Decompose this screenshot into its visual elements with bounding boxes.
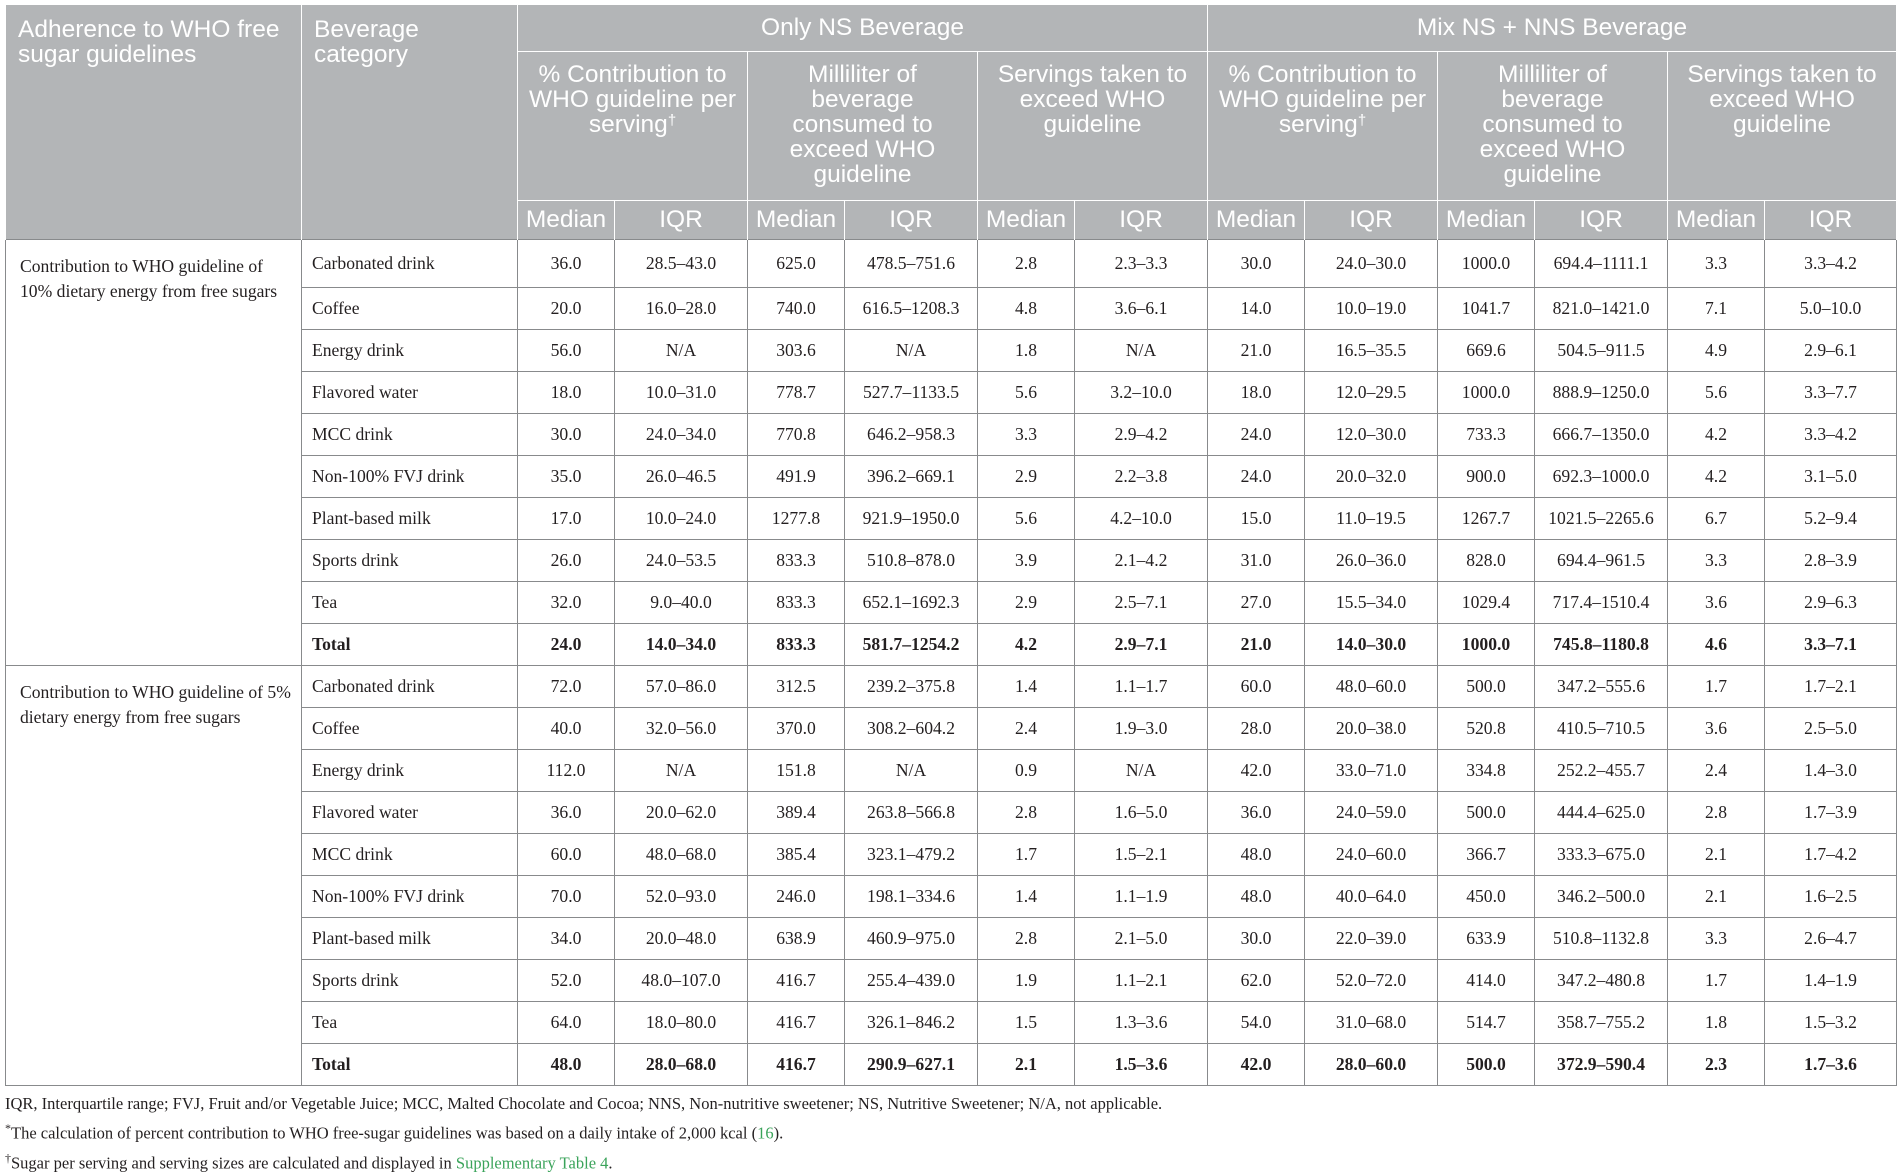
iqr-cell: 581.7–1254.2 [845, 623, 978, 665]
median-cell: 36.0 [518, 239, 615, 287]
section-label: Contribution to WHO guideline of 10% dietary energy from free sugars [6, 239, 302, 665]
iqr-cell: 239.2–375.8 [845, 665, 978, 707]
median-cell: 500.0 [1438, 1043, 1535, 1085]
beverage-category-cell: Plant-based milk [302, 917, 518, 959]
median-cell: 4.2 [978, 623, 1075, 665]
header-iqr: IQR [1305, 200, 1438, 239]
iqr-cell: 652.1–1692.3 [845, 581, 978, 623]
median-cell: 3.9 [978, 539, 1075, 581]
median-cell: 56.0 [518, 329, 615, 371]
iqr-cell: 2.1–4.2 [1075, 539, 1208, 581]
iqr-cell: 333.3–675.0 [1535, 833, 1668, 875]
iqr-cell: 1.9–3.0 [1075, 707, 1208, 749]
median-cell: 21.0 [1208, 623, 1305, 665]
median-cell: 1.8 [978, 329, 1075, 371]
iqr-cell: 1021.5–2265.6 [1535, 497, 1668, 539]
median-cell: 3.3 [1668, 917, 1765, 959]
iqr-cell: 2.5–5.0 [1765, 707, 1897, 749]
iqr-cell: 694.4–961.5 [1535, 539, 1668, 581]
iqr-cell: N/A [615, 749, 748, 791]
median-cell: 514.7 [1438, 1001, 1535, 1043]
iqr-cell: 717.4–1510.4 [1535, 581, 1668, 623]
median-cell: 72.0 [518, 665, 615, 707]
median-cell: 414.0 [1438, 959, 1535, 1001]
median-cell: 18.0 [1208, 371, 1305, 413]
iqr-cell: 3.2–10.0 [1075, 371, 1208, 413]
header-iqr: IQR [1535, 200, 1668, 239]
median-cell: 334.8 [1438, 749, 1535, 791]
median-cell: 1000.0 [1438, 239, 1535, 287]
median-cell: 1277.8 [748, 497, 845, 539]
iqr-cell: 460.9–975.0 [845, 917, 978, 959]
median-cell: 2.1 [1668, 833, 1765, 875]
median-cell: 32.0 [518, 581, 615, 623]
header-adherence: Adherence to WHO free sugar guidelines [6, 5, 302, 239]
iqr-cell: 26.0–46.5 [615, 455, 748, 497]
median-cell: 4.2 [1668, 455, 1765, 497]
median-cell: 778.7 [748, 371, 845, 413]
header-beverage-category: Beverage category [302, 5, 518, 239]
median-cell: 54.0 [1208, 1001, 1305, 1043]
table-row [6, 239, 1897, 287]
median-cell: 36.0 [1208, 791, 1305, 833]
header-iqr: IQR [615, 200, 748, 239]
iqr-cell: 20.0–48.0 [615, 917, 748, 959]
median-cell: 4.6 [1668, 623, 1765, 665]
header-iqr: IQR [845, 200, 978, 239]
iqr-cell: 358.7–755.2 [1535, 1001, 1668, 1043]
median-cell: 1.7 [1668, 665, 1765, 707]
iqr-cell: 2.8–3.9 [1765, 539, 1897, 581]
median-cell: 4.2 [1668, 413, 1765, 455]
iqr-cell: 821.0–1421.0 [1535, 287, 1668, 329]
iqr-cell: 1.3–3.6 [1075, 1001, 1208, 1043]
iqr-cell: 48.0–68.0 [615, 833, 748, 875]
iqr-cell: 10.0–19.0 [1305, 287, 1438, 329]
median-cell: 151.8 [748, 749, 845, 791]
median-cell: 450.0 [1438, 875, 1535, 917]
median-cell: 26.0 [518, 539, 615, 581]
median-cell: 42.0 [1208, 749, 1305, 791]
median-cell: 633.9 [1438, 917, 1535, 959]
header-median: Median [1208, 200, 1305, 239]
iqr-cell: 308.2–604.2 [845, 707, 978, 749]
median-cell: 669.6 [1438, 329, 1535, 371]
iqr-cell: 1.7–3.6 [1765, 1043, 1897, 1085]
iqr-cell: 2.9–6.3 [1765, 581, 1897, 623]
beverage-category-cell: Tea [302, 581, 518, 623]
median-cell: 491.9 [748, 455, 845, 497]
beverage-category-cell: Sports drink [302, 959, 518, 1001]
iqr-cell: 24.0–34.0 [615, 413, 748, 455]
iqr-cell: 666.7–1350.0 [1535, 413, 1668, 455]
median-cell: 6.7 [1668, 497, 1765, 539]
header-median: Median [978, 200, 1075, 239]
iqr-cell: 3.1–5.0 [1765, 455, 1897, 497]
beverage-category-cell: Energy drink [302, 329, 518, 371]
median-cell: 1029.4 [1438, 581, 1535, 623]
iqr-cell: 646.2–958.3 [845, 413, 978, 455]
table-body [6, 239, 1897, 1085]
median-cell: 366.7 [1438, 833, 1535, 875]
median-cell: 28.0 [1208, 707, 1305, 749]
median-cell: 1000.0 [1438, 371, 1535, 413]
median-cell: 34.0 [518, 917, 615, 959]
iqr-cell: 52.0–72.0 [1305, 959, 1438, 1001]
iqr-cell: 616.5–1208.3 [845, 287, 978, 329]
iqr-cell: 11.0–19.5 [1305, 497, 1438, 539]
median-cell: 2.8 [978, 791, 1075, 833]
iqr-cell: N/A [845, 749, 978, 791]
median-cell: 2.9 [978, 455, 1075, 497]
iqr-cell: 18.0–80.0 [615, 1001, 748, 1043]
median-cell: 70.0 [518, 875, 615, 917]
median-cell: 1.7 [1668, 959, 1765, 1001]
median-cell: 1267.7 [1438, 497, 1535, 539]
iqr-cell: 263.8–566.8 [845, 791, 978, 833]
median-cell: 0.9 [978, 749, 1075, 791]
median-cell: 21.0 [1208, 329, 1305, 371]
median-cell: 416.7 [748, 1001, 845, 1043]
median-cell: 40.0 [518, 707, 615, 749]
median-cell: 27.0 [1208, 581, 1305, 623]
beverage-category-cell: Tea [302, 1001, 518, 1043]
median-cell: 3.6 [1668, 707, 1765, 749]
iqr-cell: 692.3–1000.0 [1535, 455, 1668, 497]
median-cell: 7.1 [1668, 287, 1765, 329]
iqr-cell: 527.7–1133.5 [845, 371, 978, 413]
iqr-cell: 24.0–53.5 [615, 539, 748, 581]
iqr-cell: N/A [845, 329, 978, 371]
header-iqr: IQR [1075, 200, 1208, 239]
median-cell: 370.0 [748, 707, 845, 749]
iqr-cell: 4.2–10.0 [1075, 497, 1208, 539]
median-cell: 2.4 [978, 707, 1075, 749]
iqr-cell: 347.2–480.8 [1535, 959, 1668, 1001]
median-cell: 303.6 [748, 329, 845, 371]
iqr-cell: 346.2–500.0 [1535, 875, 1668, 917]
iqr-cell: 504.5–911.5 [1535, 329, 1668, 371]
median-cell: 36.0 [518, 791, 615, 833]
iqr-cell: 888.9–1250.0 [1535, 371, 1668, 413]
iqr-cell: 255.4–439.0 [845, 959, 978, 1001]
median-cell: 31.0 [1208, 539, 1305, 581]
median-cell: 2.1 [1668, 875, 1765, 917]
median-cell: 24.0 [1208, 413, 1305, 455]
iqr-cell: 1.5–2.1 [1075, 833, 1208, 875]
median-cell: 1.8 [1668, 1001, 1765, 1043]
median-cell: 60.0 [518, 833, 615, 875]
median-cell: 64.0 [518, 1001, 615, 1043]
footnote-1: *The calculation of percent contribution to WHO free-sugar guidelines was based on a daily intake of 2,000 kcal (16). [5, 1116, 1895, 1146]
reference-link[interactable]: 16 [757, 1124, 774, 1143]
median-cell: 4.8 [978, 287, 1075, 329]
beverage-category-cell: Energy drink [302, 749, 518, 791]
median-cell: 500.0 [1438, 665, 1535, 707]
iqr-cell: N/A [615, 329, 748, 371]
median-cell: 1.7 [978, 833, 1075, 875]
median-cell: 2.9 [978, 581, 1075, 623]
iqr-cell: 57.0–86.0 [615, 665, 748, 707]
iqr-cell: 1.5–3.2 [1765, 1001, 1897, 1043]
iqr-cell: 31.0–68.0 [1305, 1001, 1438, 1043]
median-cell: 42.0 [1208, 1043, 1305, 1085]
median-cell: 1000.0 [1438, 623, 1535, 665]
iqr-cell: 3.3–7.7 [1765, 371, 1897, 413]
iqr-cell: 1.1–1.7 [1075, 665, 1208, 707]
median-cell: 30.0 [1208, 239, 1305, 287]
median-cell: 17.0 [518, 497, 615, 539]
median-cell: 24.0 [518, 623, 615, 665]
iqr-cell: 290.9–627.1 [845, 1043, 978, 1085]
median-cell: 385.4 [748, 833, 845, 875]
iqr-cell: 3.3–7.1 [1765, 623, 1897, 665]
results-table [5, 5, 1897, 1086]
header-group-mix: Mix NS + NNS Beverage [1208, 5, 1897, 51]
median-cell: 500.0 [1438, 791, 1535, 833]
median-cell: 24.0 [1208, 455, 1305, 497]
median-cell: 833.3 [748, 581, 845, 623]
iqr-cell: 444.4–625.0 [1535, 791, 1668, 833]
iqr-cell: 510.8–878.0 [845, 539, 978, 581]
iqr-cell: 921.9–1950.0 [845, 497, 978, 539]
median-cell: 625.0 [748, 239, 845, 287]
footnote-abbreviations: IQR, Interquartile range; FVJ, Fruit and/or Vegetable Juice; MCC, Malted Chocolate and Cocoa; NNS, Non-nutritive sweetener; NS, Nutritive Sweetener; N/A, not applicable. [5, 1092, 1895, 1116]
iqr-cell: N/A [1075, 749, 1208, 791]
beverage-category-cell: Coffee [302, 287, 518, 329]
median-cell: 3.3 [1668, 539, 1765, 581]
median-cell: 1.4 [978, 665, 1075, 707]
iqr-cell: 1.7–2.1 [1765, 665, 1897, 707]
iqr-cell: 14.0–30.0 [1305, 623, 1438, 665]
median-cell: 2.1 [978, 1043, 1075, 1085]
header-servings: Servings taken to exceed WHO guideline [1668, 51, 1897, 200]
iqr-cell: 5.2–9.4 [1765, 497, 1897, 539]
iqr-cell: N/A [1075, 329, 1208, 371]
iqr-cell: 24.0–30.0 [1305, 239, 1438, 287]
iqr-cell: 326.1–846.2 [845, 1001, 978, 1043]
beverage-category-cell: Carbonated drink [302, 239, 518, 287]
header-median: Median [518, 200, 615, 239]
beverage-category-cell: Coffee [302, 707, 518, 749]
median-cell: 828.0 [1438, 539, 1535, 581]
iqr-cell: 10.0–24.0 [615, 497, 748, 539]
iqr-cell: 1.1–1.9 [1075, 875, 1208, 917]
median-cell: 48.0 [1208, 875, 1305, 917]
header-median: Median [1668, 200, 1765, 239]
iqr-cell: 20.0–62.0 [615, 791, 748, 833]
iqr-cell: 372.9–590.4 [1535, 1043, 1668, 1085]
iqr-cell: 2.2–3.8 [1075, 455, 1208, 497]
median-cell: 246.0 [748, 875, 845, 917]
iqr-cell: 1.5–3.6 [1075, 1043, 1208, 1085]
total-label: Total [302, 623, 518, 665]
median-cell: 900.0 [1438, 455, 1535, 497]
iqr-cell: 323.1–479.2 [845, 833, 978, 875]
iqr-cell: 1.4–3.0 [1765, 749, 1897, 791]
beverage-category-cell: Flavored water [302, 371, 518, 413]
iqr-cell: 2.3–3.3 [1075, 239, 1208, 287]
median-cell: 2.8 [978, 239, 1075, 287]
results-table-container [5, 5, 1896, 1086]
iqr-cell: 52.0–93.0 [615, 875, 748, 917]
iqr-cell: 1.1–2.1 [1075, 959, 1208, 1001]
median-cell: 416.7 [748, 1043, 845, 1085]
median-cell: 3.6 [1668, 581, 1765, 623]
beverage-category-cell: MCC drink [302, 833, 518, 875]
median-cell: 52.0 [518, 959, 615, 1001]
median-cell: 5.6 [978, 371, 1075, 413]
median-cell: 30.0 [518, 413, 615, 455]
iqr-cell: 26.0–36.0 [1305, 539, 1438, 581]
iqr-cell: 2.6–4.7 [1765, 917, 1897, 959]
median-cell: 60.0 [1208, 665, 1305, 707]
iqr-cell: 16.0–28.0 [615, 287, 748, 329]
iqr-cell: 1.6–2.5 [1765, 875, 1897, 917]
median-cell: 5.6 [978, 497, 1075, 539]
iqr-cell: 3.3–4.2 [1765, 239, 1897, 287]
iqr-cell: 28.0–60.0 [1305, 1043, 1438, 1085]
median-cell: 389.4 [748, 791, 845, 833]
iqr-cell: 2.9–6.1 [1765, 329, 1897, 371]
iqr-cell: 198.1–334.6 [845, 875, 978, 917]
iqr-cell: 32.0–56.0 [615, 707, 748, 749]
beverage-category-cell: Non-100% FVJ drink [302, 875, 518, 917]
iqr-cell: 510.8–1132.8 [1535, 917, 1668, 959]
table-row [6, 665, 1897, 707]
median-cell: 48.0 [1208, 833, 1305, 875]
median-cell: 48.0 [518, 1043, 615, 1085]
median-cell: 18.0 [518, 371, 615, 413]
header-milliliter: Milliliter of beverage consumed to exceed WHO guideline [1438, 51, 1668, 200]
iqr-cell: 33.0–71.0 [1305, 749, 1438, 791]
iqr-cell: 2.1–5.0 [1075, 917, 1208, 959]
median-cell: 62.0 [1208, 959, 1305, 1001]
iqr-cell: 410.5–710.5 [1535, 707, 1668, 749]
median-cell: 2.4 [1668, 749, 1765, 791]
section-label: Contribution to WHO guideline of 5% dietary energy from free sugars [6, 665, 302, 1085]
iqr-cell: 1.6–5.0 [1075, 791, 1208, 833]
median-cell: 2.3 [1668, 1043, 1765, 1085]
beverage-category-cell: Flavored water [302, 791, 518, 833]
iqr-cell: 15.5–34.0 [1305, 581, 1438, 623]
median-cell: 520.8 [1438, 707, 1535, 749]
iqr-cell: 347.2–555.6 [1535, 665, 1668, 707]
total-label: Total [302, 1043, 518, 1085]
median-cell: 833.3 [748, 623, 845, 665]
beverage-category-cell: Plant-based milk [302, 497, 518, 539]
median-cell: 5.6 [1668, 371, 1765, 413]
iqr-cell: 28.0–68.0 [615, 1043, 748, 1085]
beverage-category-cell: Sports drink [302, 539, 518, 581]
beverage-category-cell: Carbonated drink [302, 665, 518, 707]
median-cell: 2.8 [1668, 791, 1765, 833]
median-cell: 1041.7 [1438, 287, 1535, 329]
median-cell: 35.0 [518, 455, 615, 497]
median-cell: 2.8 [978, 917, 1075, 959]
median-cell: 740.0 [748, 287, 845, 329]
median-cell: 1.4 [978, 875, 1075, 917]
header-milliliter: Milliliter of beverage consumed to exceed WHO guideline [748, 51, 978, 200]
table-header [6, 5, 1897, 239]
footnote-2: †Sugar per serving and serving sizes are calculated and displayed in Supplementary Table 4. [5, 1146, 1895, 1175]
median-cell: 30.0 [1208, 917, 1305, 959]
iqr-cell: 252.2–455.7 [1535, 749, 1668, 791]
header-median: Median [1438, 200, 1535, 239]
iqr-cell: 2.5–7.1 [1075, 581, 1208, 623]
iqr-cell: 20.0–38.0 [1305, 707, 1438, 749]
iqr-cell: 24.0–59.0 [1305, 791, 1438, 833]
median-cell: 112.0 [518, 749, 615, 791]
median-cell: 733.3 [1438, 413, 1535, 455]
median-cell: 4.9 [1668, 329, 1765, 371]
iqr-cell: 12.0–29.5 [1305, 371, 1438, 413]
header-pct-contribution: % Contribution to WHO guideline per serving† [518, 51, 748, 200]
median-cell: 1.9 [978, 959, 1075, 1001]
median-cell: 770.8 [748, 413, 845, 455]
iqr-cell: 1.7–4.2 [1765, 833, 1897, 875]
iqr-cell: 2.9–4.2 [1075, 413, 1208, 455]
iqr-cell: 48.0–60.0 [1305, 665, 1438, 707]
iqr-cell: 478.5–751.6 [845, 239, 978, 287]
beverage-category-cell: MCC drink [302, 413, 518, 455]
median-cell: 833.3 [748, 539, 845, 581]
iqr-cell: 3.6–6.1 [1075, 287, 1208, 329]
iqr-cell: 22.0–39.0 [1305, 917, 1438, 959]
iqr-cell: 9.0–40.0 [615, 581, 748, 623]
header-iqr: IQR [1765, 200, 1897, 239]
iqr-cell: 1.4–1.9 [1765, 959, 1897, 1001]
supplementary-table-link[interactable]: Supplementary Table 4 [456, 1153, 609, 1172]
header-median: Median [748, 200, 845, 239]
iqr-cell: 14.0–34.0 [615, 623, 748, 665]
iqr-cell: 5.0–10.0 [1765, 287, 1897, 329]
iqr-cell: 28.5–43.0 [615, 239, 748, 287]
median-cell: 638.9 [748, 917, 845, 959]
table-footnotes [5, 1092, 1895, 1175]
median-cell: 20.0 [518, 287, 615, 329]
median-cell: 312.5 [748, 665, 845, 707]
iqr-cell: 2.9–7.1 [1075, 623, 1208, 665]
header-pct-contribution: % Contribution to WHO guideline per serving† [1208, 51, 1438, 200]
iqr-cell: 16.5–35.5 [1305, 329, 1438, 371]
iqr-cell: 694.4–1111.1 [1535, 239, 1668, 287]
median-cell: 3.3 [1668, 239, 1765, 287]
iqr-cell: 12.0–30.0 [1305, 413, 1438, 455]
median-cell: 15.0 [1208, 497, 1305, 539]
median-cell: 3.3 [978, 413, 1075, 455]
iqr-cell: 745.8–1180.8 [1535, 623, 1668, 665]
beverage-category-cell: Non-100% FVJ drink [302, 455, 518, 497]
iqr-cell: 24.0–60.0 [1305, 833, 1438, 875]
median-cell: 1.5 [978, 1001, 1075, 1043]
iqr-cell: 1.7–3.9 [1765, 791, 1897, 833]
header-servings: Servings taken to exceed WHO guideline [978, 51, 1208, 200]
header-group-only-ns: Only NS Beverage [518, 5, 1208, 51]
median-cell: 416.7 [748, 959, 845, 1001]
iqr-cell: 48.0–107.0 [615, 959, 748, 1001]
iqr-cell: 3.3–4.2 [1765, 413, 1897, 455]
iqr-cell: 10.0–31.0 [615, 371, 748, 413]
iqr-cell: 396.2–669.1 [845, 455, 978, 497]
median-cell: 14.0 [1208, 287, 1305, 329]
iqr-cell: 20.0–32.0 [1305, 455, 1438, 497]
iqr-cell: 40.0–64.0 [1305, 875, 1438, 917]
